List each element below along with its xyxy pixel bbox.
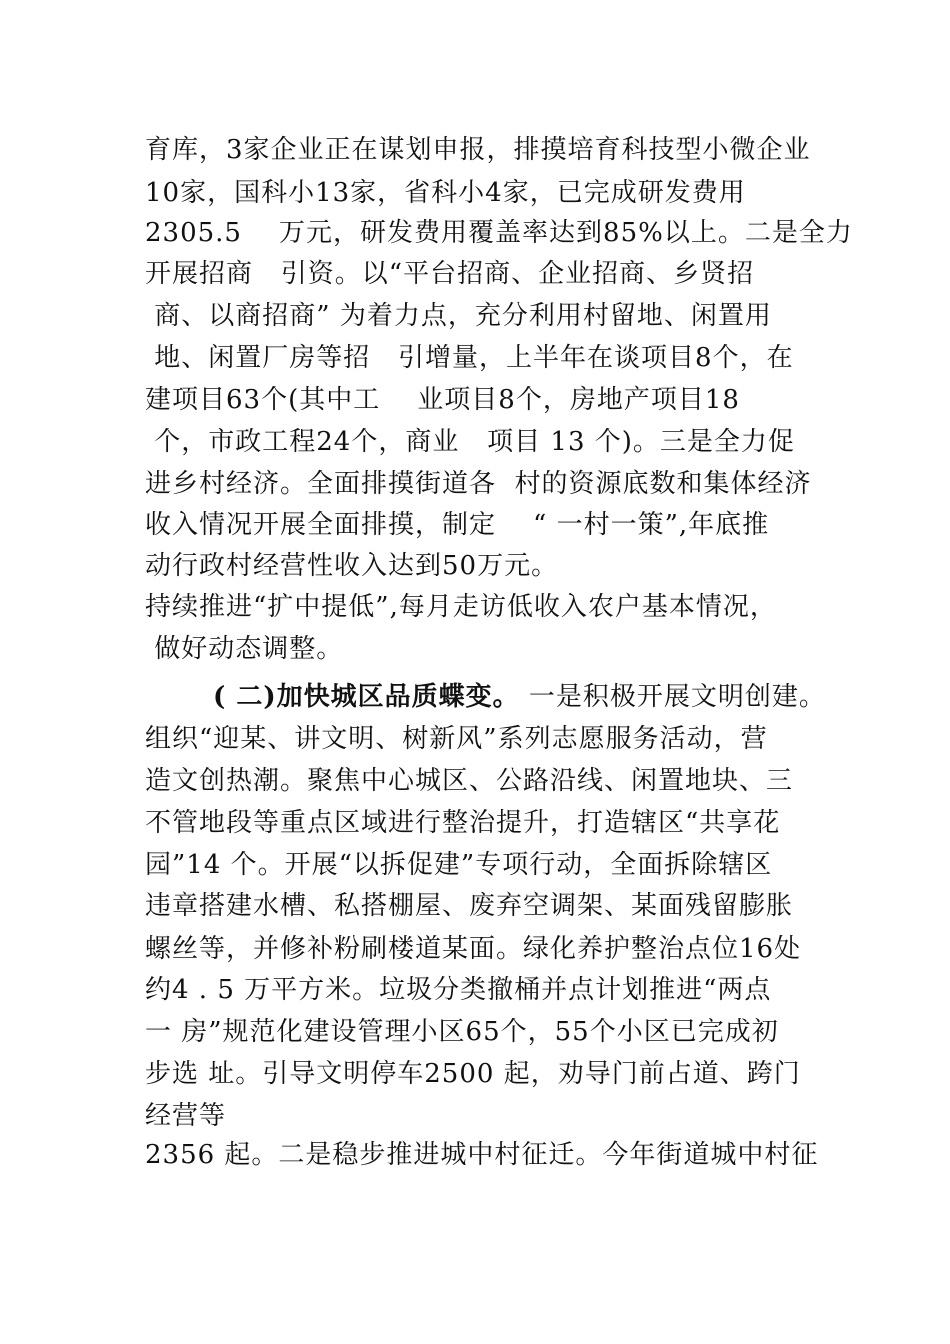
text-line: 动行政村经营性收入达到50万元。 — [145, 551, 559, 581]
text-line: 地、闲置厂房等招 引增量，上半年在谈项目8个，在 — [145, 343, 794, 373]
text-line: 造文创热潮。聚焦中心城区、公路沿线、闲置地块、三 — [145, 766, 794, 796]
text-line: 约4 . 5 万平方米。垃圾分类撤桶并点计划推进“两点 — [145, 975, 772, 1005]
text-line: 违章搭建水槽、私搭棚屋、废弃空调架、某面残留膨胀 — [145, 891, 794, 921]
text-line: 组织“迎某、讲文明、树新风”系列志愿服务活动，营 — [145, 724, 768, 754]
text-line: 园”14 个。开展“以拆促建”专项行动，全面拆除辖区 — [145, 850, 773, 880]
text-line: 开展招商 引资。以“平台招商、企业招商、乡贤招 — [145, 259, 755, 289]
text-line: 经营等 — [145, 1101, 227, 1131]
text-line: 2356 起。二是稳步推进城中村征迁。今年街道城中村征 — [145, 1140, 819, 1170]
text-line: 进乡村经济。全面排摸街道各 村的资源底数和集体经济 — [145, 469, 812, 499]
section-lead: 一是积极开展文明创建。 — [519, 682, 826, 712]
text-line: 收入情况开展全面排摸，制定 “ 一村一策”,年底推 — [145, 510, 770, 540]
text-line: 商、以商招商” 为着力点，充分利用村留地、闲置用 — [145, 301, 772, 331]
text-line: 步选 址。引导文明停车2500 起，劝导门前占道、跨门 — [145, 1059, 801, 1089]
text-line: 建项目63个(其中工 业项目8个，房地产项目18 — [145, 385, 740, 415]
section-heading-line — [213, 680, 826, 714]
text-line: 2305.5 万元，研发费用覆盖率达到85%以上。二是全力 — [145, 218, 853, 248]
text-line: 螺丝等，并修补粉刷楼道某面。绿化养护整治点位16处 — [145, 934, 802, 964]
section-heading: ( 二)加快城区品质蝶变。 — [213, 682, 520, 712]
text-line: 持续推进“扩中提低”,每月走访低收入农户基本情况， — [145, 592, 777, 622]
text-line: 10家，国科小13家，省科小4家，已完成研发费用 — [145, 178, 746, 208]
text-line: 做好动态调整。 — [145, 634, 344, 664]
text-line: 不管地段等重点区域进行整治提升，打造辖区“共享花 — [145, 808, 781, 838]
text-line: 个，市政工程24个，商业 项目 13 个)。三是全力促 — [145, 427, 795, 457]
text-line: 一 房”规范化建设管理小区65个，55个小区已完成初 — [145, 1017, 779, 1047]
text-line: 育库，3家企业正在谋划申报，排摸培育科技型小微企业 — [145, 135, 811, 165]
